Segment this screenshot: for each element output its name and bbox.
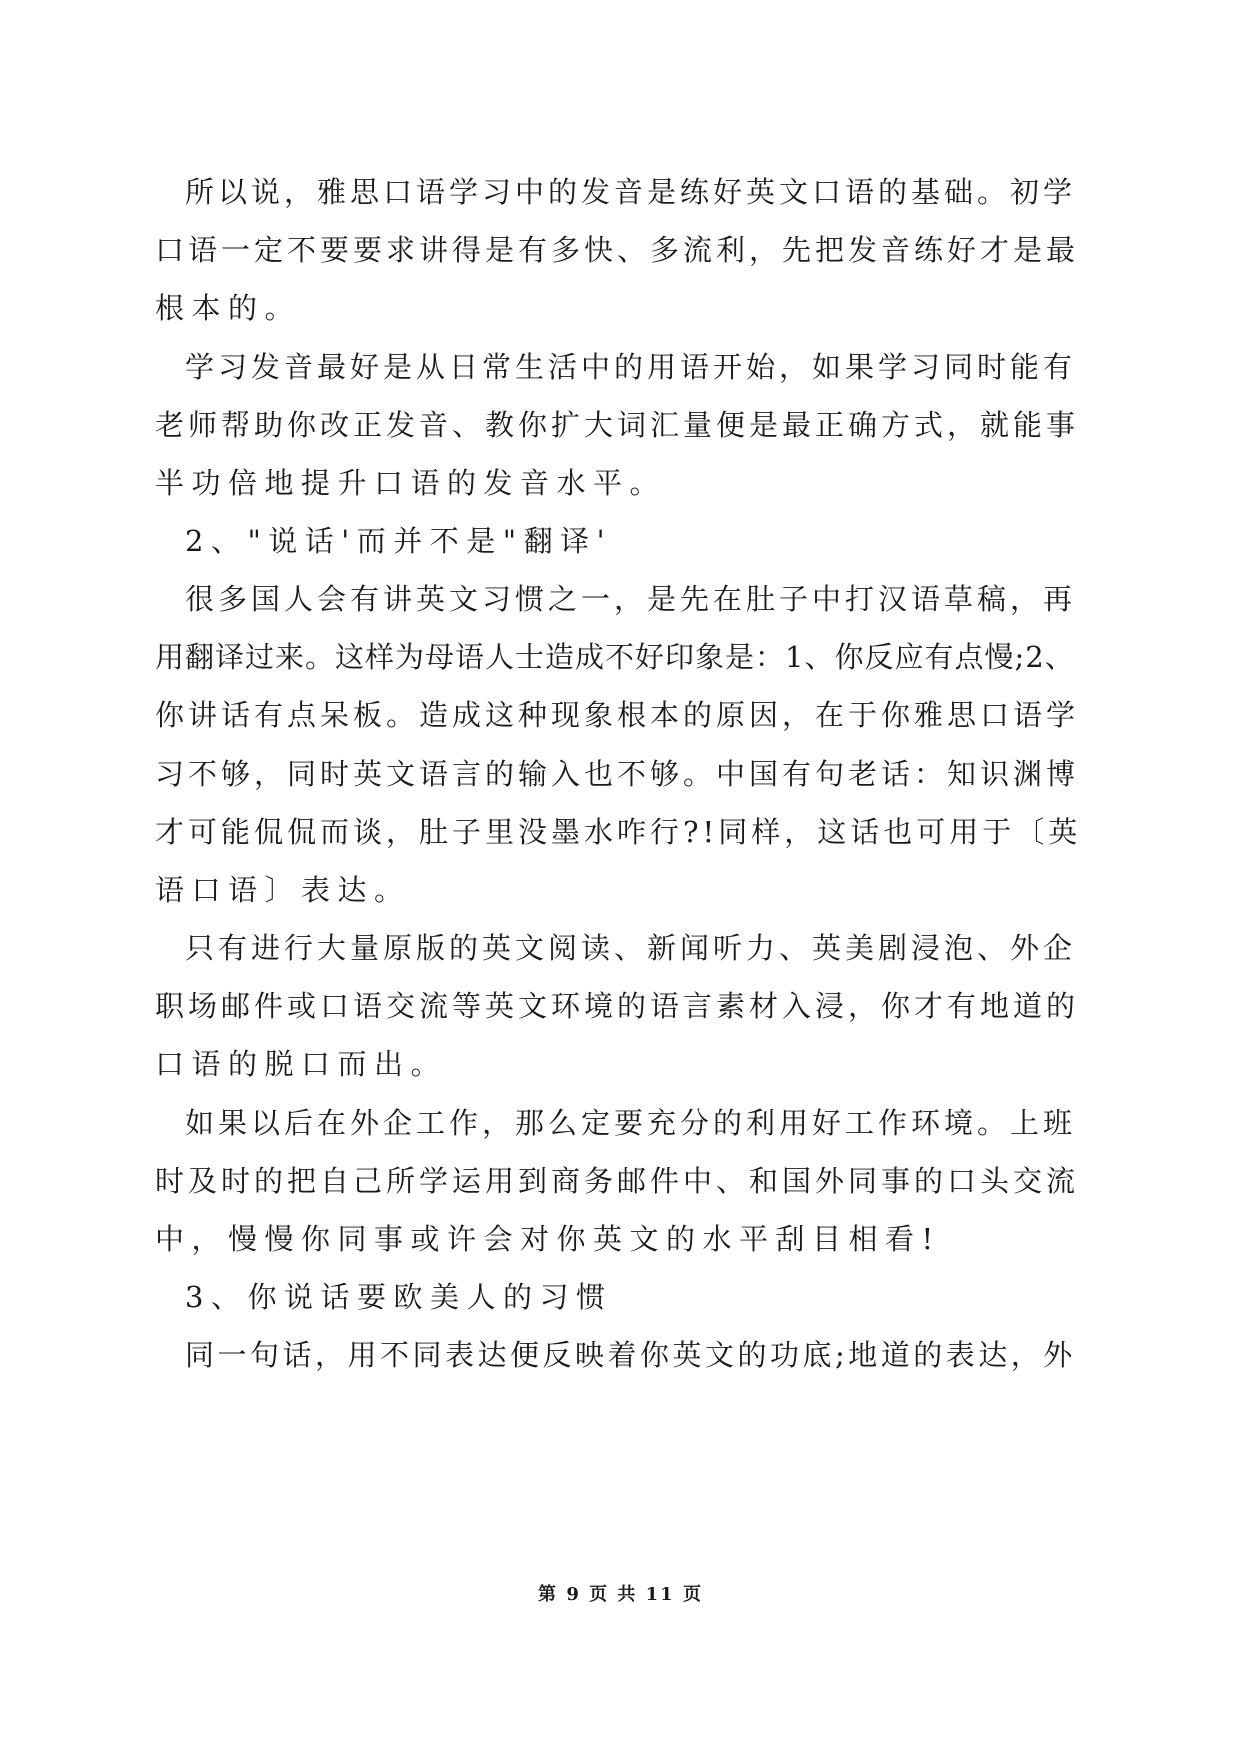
text-line: 老师帮助你改正发音、教你扩大词汇量便是最正确方式，就能事: [155, 408, 1080, 442]
text-line: 学习发音最好是从日常生活中的用语开始，如果学习同时能有: [185, 350, 1077, 384]
section-heading: 3、你说话要欧美人的习惯: [185, 1280, 613, 1314]
text-line: 用翻译过来。这样为母语人士造成不好印象是：1、你反应有点慢;2、: [155, 640, 1075, 674]
text-line: 根本的。: [155, 291, 302, 325]
page-number-footer: 第 9 页 共 11 页: [538, 1584, 703, 1605]
text-line: 你讲话有点呆板。造成这种现象根本的原因，在于你雅思口语学: [155, 698, 1080, 732]
text-line: 中，慢慢你同事或许会对你英文的水平刮目相看!: [155, 1222, 941, 1256]
text-line: 如果以后在外企工作，那么定要充分的利用好工作环境。上班: [185, 1106, 1077, 1140]
text-line: 时及时的把自己所学运用到商务邮件中、和国外同事的口头交流: [155, 1164, 1080, 1198]
text-line: 半功倍地提升口语的发音水平。: [155, 466, 667, 500]
text-line: 很多国人会有讲英文习惯之一，是先在肚子中打汉语草稿，再: [185, 582, 1077, 616]
text-line: 同一句话，用不同表达便反映着你英文的功底;地道的表达，外: [185, 1338, 1076, 1372]
text-line: 口语一定不要要求讲得是有多快、多流利，先把发音练好才是最: [155, 233, 1080, 267]
text-line: 职场邮件或口语交流等英文环境的语言素材入浸，你才有地道的: [155, 989, 1080, 1023]
text-line: 语口语〕表达。: [155, 873, 411, 907]
text-line: 所以说，雅思口语学习中的发音是练好英文口语的基础。初学: [185, 175, 1077, 209]
text-line: 才可能侃侃而谈，肚子里没墨水咋行?!同样，这话也可用于〔英: [155, 815, 1082, 849]
section-heading: 2、"说话'而并不是"翻译': [185, 524, 613, 558]
text-line: 只有进行大量原版的英文阅读、新闻听力、英美剧浸泡、外企: [185, 931, 1077, 965]
text-line: 口语的脱口而出。: [155, 1047, 448, 1081]
text-line: 习不够，同时英文语言的输入也不够。中国有句老话：知识渊博: [155, 757, 1080, 791]
